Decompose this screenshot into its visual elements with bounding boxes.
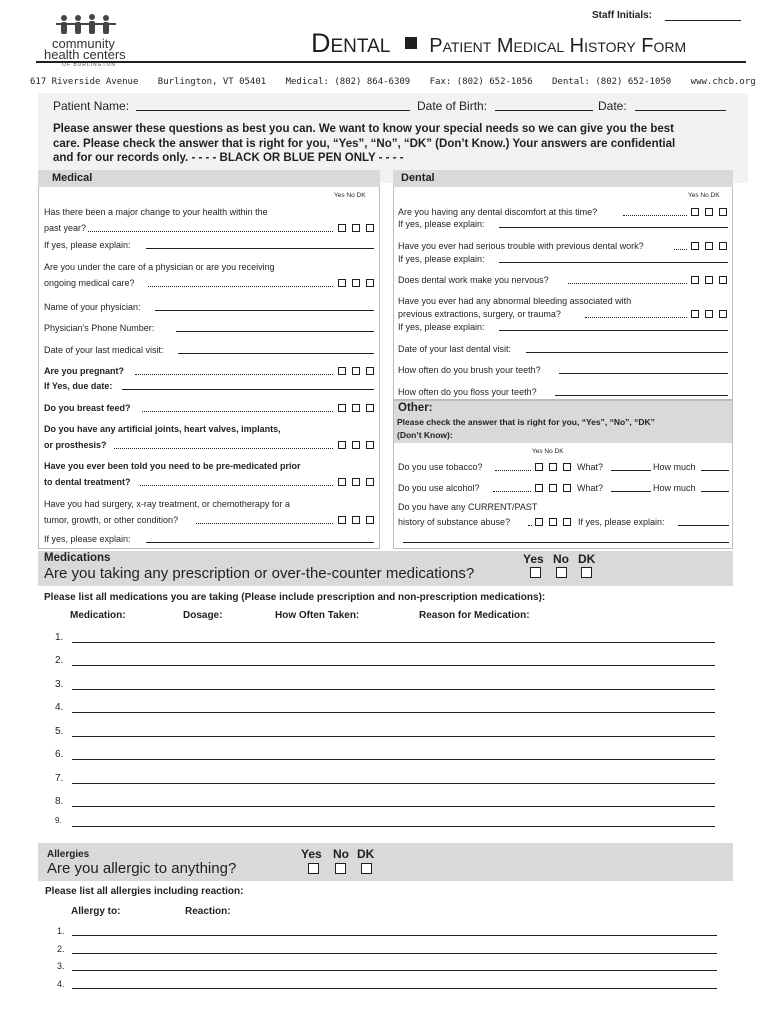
alcohol-what-field[interactable] <box>611 491 651 492</box>
physician-name-label: Name of your physician: <box>44 302 141 312</box>
med-q1-explain-label: If yes, please explain: <box>44 240 131 250</box>
med-q2-text: Are you under the care of a physician or are you receiving <box>44 262 275 272</box>
dot-leader <box>674 249 687 250</box>
other-instr-1: Please check the answer that is right for you, “Yes”, “No”, “DK” <box>397 417 655 427</box>
brush-label: How often do you brush your teeth? <box>398 365 541 375</box>
medication-row-number: 7. <box>55 773 64 784</box>
dob-label: Date of Birth: <box>417 99 488 113</box>
medication-row-number: 1. <box>55 632 64 643</box>
premedicated-yes[interactable] <box>338 478 346 486</box>
premedicated-no[interactable] <box>352 478 360 486</box>
allergy-row-field[interactable] <box>72 953 717 954</box>
dot-leader <box>142 411 333 412</box>
dental-header <box>393 170 733 187</box>
premedicated-text-b: to dental treatment? <box>44 477 131 487</box>
medication-row-field[interactable] <box>72 712 715 713</box>
allergy-row-number: 3. <box>57 961 65 971</box>
implants-dk[interactable] <box>366 441 374 449</box>
surgery-explain-field[interactable] <box>146 542 374 543</box>
patient-name-label: Patient Name: <box>53 99 130 113</box>
allergies-yes[interactable] <box>308 863 319 874</box>
alcohol-no[interactable] <box>549 484 557 492</box>
due-date-field[interactable] <box>122 389 374 390</box>
medication-row-number: 6. <box>55 749 64 760</box>
breast-feed-no[interactable] <box>352 404 360 412</box>
dental-q3-dk[interactable] <box>719 276 727 284</box>
substance-dk[interactable] <box>563 518 571 526</box>
dental-q1-yes[interactable] <box>691 208 699 216</box>
logo-text-2: health centers <box>44 47 126 62</box>
dot-leader <box>528 525 532 526</box>
breast-feed-yes[interactable] <box>338 404 346 412</box>
allergies-list-instr: Please list all allergies including reaction: <box>45 886 244 897</box>
dental-q2-dk[interactable] <box>719 242 727 250</box>
implants-text: Do you have any artificial joints, heart valves, implants, <box>44 424 281 434</box>
medication-row-field[interactable] <box>72 826 715 827</box>
floss-label: How often do you floss your teeth? <box>398 387 537 397</box>
allergies-question: Are you allergic to anything? <box>47 860 237 877</box>
dot-leader <box>140 485 333 486</box>
dental-q1-explain-field[interactable] <box>499 227 728 228</box>
alcohol-how-much-field[interactable] <box>701 491 729 492</box>
dental-q2-text: Have you ever had serious trouble with previous dental work? <box>398 241 644 251</box>
tobacco-label: Do you use tobacco? <box>398 462 483 472</box>
medication-row-number: 9. <box>55 816 62 825</box>
medication-row-number: 8. <box>55 796 64 807</box>
dob-field[interactable] <box>495 110 593 111</box>
allergies-section-title: Allergies <box>47 849 90 860</box>
col-medication: Medication: <box>70 610 126 621</box>
dental-header-label: Dental <box>401 172 435 184</box>
med-q2-text-b: ongoing medical care? <box>44 278 135 288</box>
dental-q4-yes[interactable] <box>691 310 699 318</box>
logo-text-1: community <box>52 36 115 51</box>
allergy-no-label: No <box>333 847 349 861</box>
dental-q1-explain-label: If yes, please explain: <box>398 219 485 229</box>
tobacco-dk[interactable] <box>563 463 571 471</box>
last-medical-visit-label: Date of your last medical visit: <box>44 345 164 355</box>
alcohol-dk[interactable] <box>563 484 571 492</box>
surgery-yes[interactable] <box>338 516 346 524</box>
medication-row-field[interactable] <box>72 759 715 760</box>
medications-list-instr: Please list all medications you are taking (Please include prescription and non-prescription medications): <box>44 592 546 603</box>
brush-field[interactable] <box>559 373 728 374</box>
due-date-label: If Yes, due date: <box>44 381 113 391</box>
allergies-dk[interactable] <box>361 863 372 874</box>
alcohol-yes[interactable] <box>535 484 543 492</box>
implants-yes[interactable] <box>338 441 346 449</box>
substance-text-b: history of substance abuse? <box>398 517 511 527</box>
medications-question: Are you taking any prescription or over-the-counter medications? <box>44 565 475 582</box>
medications-section-title: Medications <box>44 552 111 564</box>
form-title <box>311 28 686 59</box>
medication-row-field[interactable] <box>72 736 715 737</box>
allergy-row-number: 2. <box>57 944 65 954</box>
staff-initials-field[interactable] <box>665 20 741 21</box>
date-field[interactable] <box>635 110 726 111</box>
logo <box>40 14 135 74</box>
logo-text-3: OF BURLINGTON <box>62 62 117 68</box>
med-q2-dk[interactable] <box>366 279 374 287</box>
substance-text: Do you have any CURRENT/PAST <box>398 502 538 512</box>
dental-q3-no[interactable] <box>705 276 713 284</box>
instructions <box>53 122 675 166</box>
dental-q3-yes[interactable] <box>691 276 699 284</box>
dental-q2-explain-field[interactable] <box>499 262 728 263</box>
alcohol-label: Do you use alcohol? <box>398 483 480 493</box>
physician-phone-label: Physician's Phone Number: <box>44 323 155 333</box>
dental-q2-no[interactable] <box>705 242 713 250</box>
pregnant-yes[interactable] <box>338 367 346 375</box>
substance-explain-label: If yes, please explain: <box>578 517 665 527</box>
allergy-row-field[interactable] <box>72 935 717 936</box>
breast-feed-dk[interactable] <box>366 404 374 412</box>
surgery-no[interactable] <box>352 516 360 524</box>
tobacco-no[interactable] <box>549 463 557 471</box>
fax: Fax: (802) 652-1056 <box>429 77 533 87</box>
dot-leader <box>148 286 333 287</box>
last-medical-visit-field[interactable] <box>178 353 374 354</box>
title-bullet <box>405 37 417 49</box>
med-yes-label: Yes <box>523 552 544 566</box>
med-q2-no[interactable] <box>352 279 360 287</box>
medications-no[interactable] <box>556 567 567 578</box>
med-q1-text-b: past year? <box>44 223 87 233</box>
surgery-dk[interactable] <box>366 516 374 524</box>
tobacco-how-much-label: How much <box>653 462 696 472</box>
dental-q4-dk[interactable] <box>719 310 727 318</box>
instructions-line-1: Please answer these questions as best you can. We want to know your special needs so we can give you the best <box>53 123 674 135</box>
medical-header <box>38 170 380 187</box>
allergy-dk-label: DK <box>357 847 375 861</box>
allergy-yes-label: Yes <box>301 847 322 861</box>
medications-yes[interactable] <box>530 567 541 578</box>
medical-ynd-label: Yes No DK <box>334 192 366 199</box>
substance-explain-field-2[interactable] <box>403 542 729 543</box>
tobacco-what-label: What? <box>577 462 604 472</box>
med-q1-text: Has there been a major change to your health within the <box>44 207 268 217</box>
medication-row-field[interactable] <box>72 806 715 807</box>
dental-ynd-label: Yes No DK <box>688 192 720 199</box>
floss-field[interactable] <box>555 395 728 396</box>
title-main: Dental <box>311 28 391 58</box>
dot-leader <box>493 491 531 492</box>
med-q1-explain-field[interactable] <box>146 248 374 249</box>
pregnant-label: Are you pregnant? <box>44 366 125 376</box>
other-instr-2: (Don’t Know): <box>397 430 453 440</box>
medication-row-number: 5. <box>55 726 64 737</box>
tobacco-how-much-field[interactable] <box>701 470 729 471</box>
medication-row-field[interactable] <box>72 783 715 784</box>
physician-phone-field[interactable] <box>176 331 374 332</box>
title-sub: Patient Medical History Form <box>429 35 687 57</box>
medical-phone: Medical: (802) 864-6309 <box>285 77 411 87</box>
medication-row-number: 4. <box>55 702 64 713</box>
dental-q1-no[interactable] <box>705 208 713 216</box>
pregnant-no[interactable] <box>352 367 360 375</box>
last-dental-visit-label: Date of your last dental visit: <box>398 344 512 354</box>
other-ynd-label: Yes No DK <box>532 448 564 455</box>
dental-q2-yes[interactable] <box>691 242 699 250</box>
med-q2-yes[interactable] <box>338 279 346 287</box>
address: 617 Riverside Avenue <box>30 77 139 87</box>
alcohol-how-much-label: How much <box>653 483 696 493</box>
medical-header-label: Medical <box>52 172 93 184</box>
staff-initials-label: Staff Initials: <box>592 10 653 21</box>
alcohol-what-label: What? <box>577 483 604 493</box>
dental-q4-text-b: previous extractions, surgery, or trauma? <box>398 309 561 319</box>
contact-line <box>30 77 756 87</box>
medication-row-field[interactable] <box>72 689 715 690</box>
surgery-text: Have you had surgery, x-ray treatment, or chemotherapy for a <box>44 499 290 509</box>
medication-row-number: 3. <box>55 679 64 690</box>
dot-leader <box>88 231 333 232</box>
medication-row-field[interactable] <box>72 665 715 666</box>
instructions-line-2: care. Please check the answer that is right for you, “Yes”, “No”, “DK” (Don’t Know.) Your answers are confidential <box>53 137 676 150</box>
tobacco-yes[interactable] <box>535 463 543 471</box>
substance-explain-field[interactable] <box>678 525 729 526</box>
dental-q4-no[interactable] <box>705 310 713 318</box>
tobacco-what-field[interactable] <box>611 470 651 471</box>
dot-leader <box>114 448 333 449</box>
substance-no[interactable] <box>549 518 557 526</box>
med-q1-no[interactable] <box>352 224 360 232</box>
patient-name-field[interactable] <box>136 110 410 111</box>
dot-leader <box>495 470 531 471</box>
dental-q4-text: Have you ever had any abnormal bleeding associated with <box>398 296 632 306</box>
dot-leader <box>135 374 333 375</box>
dental-q4-explain-label: If yes, please explain: <box>398 322 485 332</box>
col-dosage: Dosage: <box>183 610 223 621</box>
dental-q1-dk[interactable] <box>719 208 727 216</box>
dental-q1-text: Are you having any dental discomfort at this time? <box>398 207 598 217</box>
premedicated-dk[interactable] <box>366 478 374 486</box>
premedicated-text: Have you ever been told you need to be pre-medicated prior <box>44 461 301 471</box>
people-icon <box>56 14 116 36</box>
med-no-label: No <box>553 552 569 566</box>
medications-dk[interactable] <box>581 567 592 578</box>
implants-text-b: or prosthesis? <box>44 440 107 450</box>
col-how-often: How Often Taken: <box>275 610 360 621</box>
allergy-row-field[interactable] <box>72 970 717 971</box>
implants-no[interactable] <box>352 441 360 449</box>
dental-q2-explain-label: If yes, please explain: <box>398 254 485 264</box>
col-reason: Reason for Medication: <box>419 610 530 621</box>
dental-q3-text: Does dental work make you nervous? <box>398 275 549 285</box>
dot-leader <box>568 283 687 284</box>
allergy-row-number: 1. <box>57 926 65 936</box>
allergy-row-field[interactable] <box>72 988 717 989</box>
website: www.chcb.org <box>690 77 756 87</box>
surgery-text-b: tumor, growth, or other condition? <box>44 515 179 525</box>
physician-name-field[interactable] <box>155 310 374 311</box>
allergy-row-number: 4. <box>57 979 65 989</box>
dot-leader <box>196 523 333 524</box>
surgery-explain-label: If yes, please explain: <box>44 534 131 544</box>
col-reaction: Reaction: <box>185 906 231 917</box>
substance-yes[interactable] <box>535 518 543 526</box>
medication-row-number: 2. <box>55 655 64 666</box>
breast-feed-label: Do you breast feed? <box>44 403 131 413</box>
instructions-line-3: and for our records only. - - - - BLACK OR BLUE PEN ONLY - - - - <box>53 152 404 164</box>
med-dk-label: DK <box>578 552 596 566</box>
dot-leader <box>623 215 687 216</box>
medication-row-field[interactable] <box>72 642 715 643</box>
other-title: Other: <box>398 402 433 414</box>
dental-q4-explain-field[interactable] <box>499 330 728 331</box>
last-dental-visit-field[interactable] <box>526 352 728 353</box>
date-label: Date: <box>598 99 627 113</box>
dental-phone: Dental: (802) 652-1050 <box>552 77 672 87</box>
allergies-no[interactable] <box>335 863 346 874</box>
med-q1-yes[interactable] <box>338 224 346 232</box>
city: Burlington, VT 05401 <box>157 77 267 87</box>
med-q1-dk[interactable] <box>366 224 374 232</box>
dot-leader <box>585 317 687 318</box>
header-rule <box>36 61 746 63</box>
pregnant-dk[interactable] <box>366 367 374 375</box>
col-allergy: Allergy to: <box>71 906 121 917</box>
